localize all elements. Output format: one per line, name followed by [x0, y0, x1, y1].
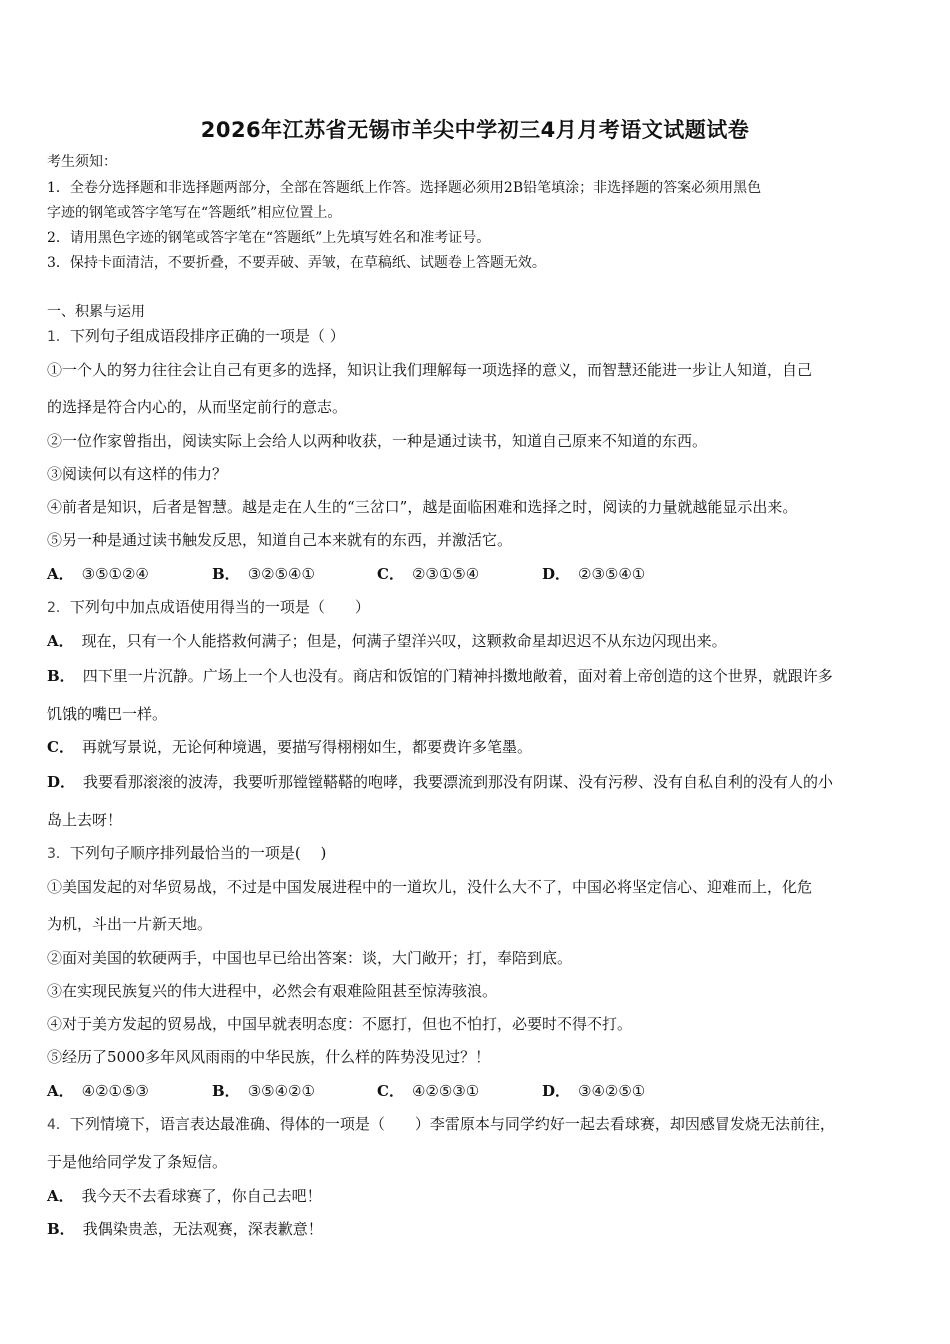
option-c[interactable]: C． ④②⑤③① [377, 1082, 480, 1100]
option-a[interactable]: A． 现在，只有一个人能搭救何满子；但是，何满子望洋兴叹，这颗救命星却迟迟不从东边闪现出来。 [47, 632, 727, 650]
question-3-line: ③在实现民族复兴的伟大进程中，必然会有艰难险阻甚至惊涛骇浪。 [47, 982, 498, 1000]
option-d[interactable]: D． ②③⑤④① [542, 565, 646, 583]
question-1-stem [47, 326, 345, 347]
option-d[interactable]: D． ③④②⑤① [542, 1082, 646, 1100]
question-number: 4． [47, 1117, 70, 1133]
question-3-line: ⑤经历了5000多年风风雨雨的中华民族，什么样的阵势没见过？！ [47, 1048, 491, 1066]
question-number: 1． [47, 329, 70, 345]
question-1-line: ④前者是知识，后者是智慧。越是走在人生的“三岔口”，越是面临困难和选择之时，阅读的力量就越能显示出来。 [47, 498, 798, 516]
question-number: 3． [47, 846, 70, 862]
option-b[interactable]: B． ③②⑤④① [212, 565, 315, 583]
option-d-cont: 岛上去呀！ [47, 811, 123, 829]
question-number: 2． [47, 600, 70, 616]
option-b[interactable]: B． 四下里一片沉静。广场上一个人也没有。商店和饭馆的门精神抖擞地敞着，面对着上帝创造的这个世界，就跟许多 [47, 667, 833, 685]
notice-item: 2．请用黑色字迹的钢笔或答字笔在“答题纸”上先填写姓名和准考证号。 [47, 230, 491, 246]
question-4-stem [47, 1114, 835, 1135]
question-3-line: ①美国发起的对华贸易战，不过是中国发展进程中的一道坎儿，没什么大不了，中国必将坚定信心、迎难而上，化危 [47, 878, 813, 896]
question-2-stem [47, 597, 370, 618]
page-title: 2026年江苏省无锡市羊尖中学初三4月月考语文试题试卷 [200, 118, 750, 142]
notice-item: 1．全卷分选择题和非选择题两部分，全部在答题纸上作答。选择题必须用2B铅笔填涂；非选择题的答案必须用黑色 [47, 180, 762, 196]
question-3-options [47, 1081, 645, 1101]
question-3-line: ②面对美国的软硬两手，中国也早已给出答案：谈，大门敞开；打，奉陪到底。 [47, 949, 573, 967]
question-text: 下列句子组成语段排序正确的一项是（ ） [69, 327, 345, 345]
question-4-stem-cont: 于是他给同学发了条短信。 [47, 1153, 228, 1171]
notice-heading: 考生须知： [47, 154, 117, 170]
option-a[interactable]: A． ④②①⑤③ [47, 1082, 149, 1100]
option-b[interactable]: B． 我偶染贵恙，无法观赛，深表歉意！ [47, 1220, 323, 1238]
option-d[interactable]: D． 我要看那滚滚的波涛，我要听那镗镗鞳鞳的咆哮，我要漂流到那没有阴谋、没有污秽、没有自私自利的没有人的小 [47, 773, 834, 791]
question-1-line: ③阅读何以有这样的伟力？ [47, 465, 228, 483]
option-b-cont: 饥饿的嘴巴一样。 [47, 705, 168, 723]
question-1-line: 的选择是符合内心的，从而坚定前行的意志。 [47, 398, 348, 416]
question-3-line: ④对于美方发起的贸易战，中国早就表明态度：不愿打，但也不怕打，必要时不得不打。 [47, 1015, 633, 1033]
question-text: 下列情境下，语言表达最准确、得体的一项是（ ）李雷原本与同学约好一起去看球赛，却因感冒发烧无法前往， [69, 1115, 835, 1133]
option-b[interactable]: B． ③⑤④②① [212, 1082, 315, 1100]
notice-item: 字迹的钢笔或答字笔写在“答题纸”相应位置上。 [47, 205, 342, 221]
option-c[interactable]: C． ②③①⑤④ [377, 565, 480, 583]
question-text: 下列句子顺序排列最恰当的一项是( ) [69, 844, 327, 862]
option-a[interactable]: A． ③⑤①②④ [47, 565, 149, 583]
option-c[interactable]: C． 再就写景说，无论何种境遇，要描写得栩栩如生，都要费许多笔墨。 [47, 738, 532, 756]
question-1-line: ①一个人的努力往往会让自己有更多的选择，知识让我们理解每一项选择的意义，而智慧还能进一步让人知道，自己 [47, 361, 813, 379]
option-a[interactable]: A． 我今天不去看球赛了，你自己去吧！ [47, 1187, 322, 1205]
question-3-line: 为机，斗出一片新天地。 [47, 915, 213, 933]
question-1-line: ②一位作家曾指出，阅读实际上会给人以两种收获，一种是通过读书，知道自己原来不知道的东西。 [47, 432, 708, 450]
section-heading: 一、积累与运用 [47, 304, 145, 320]
question-1-line: ⑤另一种是通过读书触发反思，知道自己本来就有的东西，并激活它。 [47, 531, 513, 549]
question-3-stem [47, 843, 326, 864]
question-1-options [47, 564, 645, 584]
notice-item: 3．保持卡面清洁，不要折叠，不要弄破、弄皱，在草稿纸、试题卷上答题无效。 [47, 255, 546, 271]
question-text: 下列句中加点成语使用得当的一项是（ ） [69, 598, 370, 616]
